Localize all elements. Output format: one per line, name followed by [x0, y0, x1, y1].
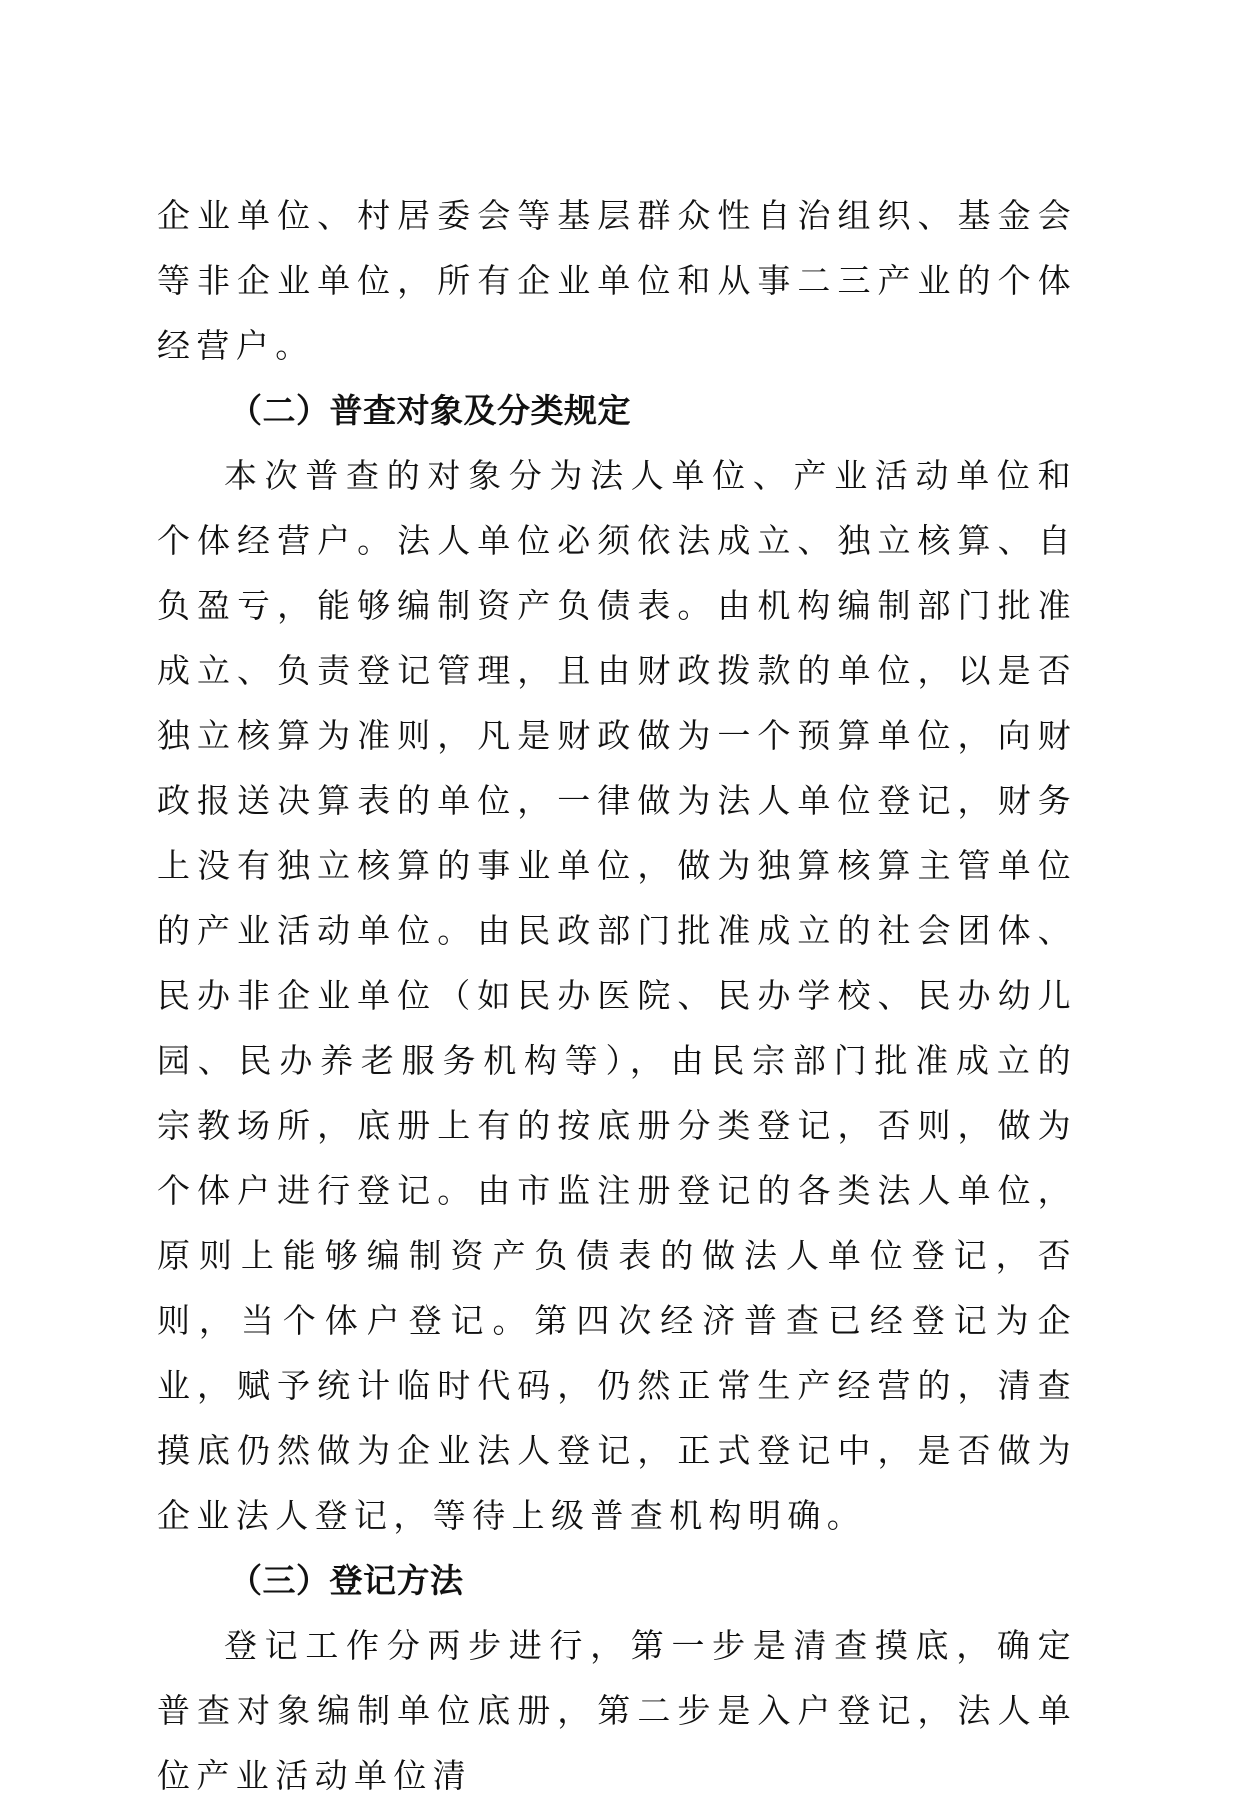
- paragraph-continuation: 企业单位、村居委会等基层群众性自治组织、基金会等非企业单位，所有企业单位和从事二三产业的个体经营户。: [157, 196, 1077, 365]
- paragraph-classification-rules: 本次普查的对象分为法人单位、产业活动单位和个体经营户。法人单位必须依法成立、独立核算、自负盈亏，能够编制资产负债表。由机构编制部门批准成立、负责登记管理，且由财政拨款的单位，以是否独立核算为准则，凡是财政做为一个预算单位，向财政报送决算表的单位，一律做为法人单位登记，财务上没有独立核算的事业单位，做为独算核算主管单位的产业活动单位。由民政部门批准成立的社会团体、民办非企业单位（如民办医院、民办学校、民办幼儿园、民办养老服务机构等），由民宗部门批准成立的宗教场所，底册上有的按底册分类登记，否则，做为个体户进行登记。由市监注册登记的各类法人单位，原则上能够编制资产负债表的做法人单位登记，否则，当个体户登记。第四次经济普查已经登记为企业，赋予统计临时代码，仍然正常生产经营的，清查摸底仍然做为企业法人登记，正式登记中，是否做为企业法人登记，等待上级普查机构明确。: [157, 456, 1077, 1535]
- section-heading-classification: （二）普查对象及分类规定: [229, 391, 631, 430]
- section-heading-registration-method: （三）登记方法: [229, 1561, 464, 1600]
- document-body: [157, 183, 1077, 1808]
- paragraph-registration-method: 登记工作分两步进行，第一步是清查摸底，确定普查对象编制单位底册，第二步是入户登记，法人单位产业活动单位清: [157, 1626, 1077, 1795]
